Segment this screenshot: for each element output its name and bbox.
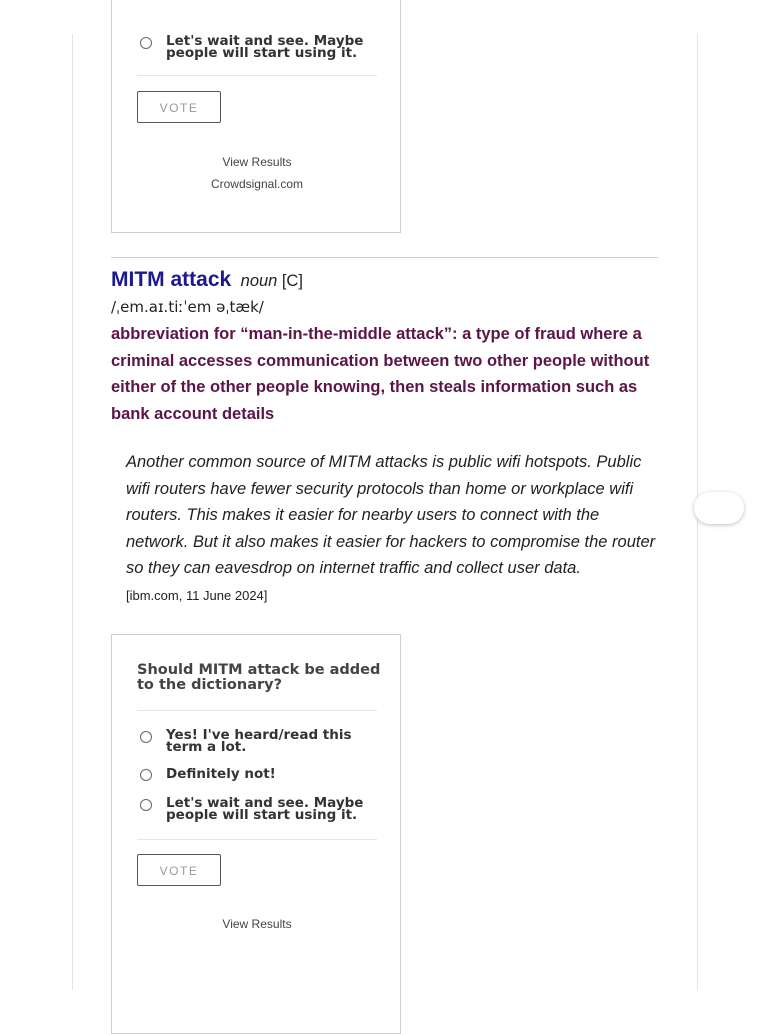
crowdsignal-link[interactable]: Crowdsignal.com — [210, 177, 304, 191]
poll-widget — [111, 634, 401, 1034]
grammar-code: [C] — [281, 272, 303, 290]
entry-header — [111, 268, 303, 292]
radio-button[interactable] — [140, 37, 152, 49]
radio-button[interactable] — [140, 731, 152, 743]
example-quote: Another common source of MITM attacks is public wifi hotspots. Public wifi routers have fewer security protocols than home or workplace wifi routers. This makes it easier for nearby users to connect with the network. But it also makes it easier for hackers to compromise the router so they can eavesdrop on internet traffic and collect user data. — [126, 453, 656, 577]
definition: abbreviation for “man-in-the-middle attack”: a type of fraud where a criminal accesses communication between two other people without either of the other people knowing, then steals information such as bank account details — [111, 325, 650, 423]
poll-divider — [137, 839, 377, 840]
content-frame-left-border — [72, 34, 73, 990]
poll-option-label: Yes! I've heard/read this term a lot. — [166, 727, 352, 755]
vote-button[interactable]: VOTE — [137, 91, 221, 123]
pronunciation: /ˌem.aɪ.tiːˈem əˌtæk/ — [111, 298, 264, 316]
poll-option-label: Let's wait and see. Maybe people will start using it. — [166, 33, 364, 61]
poll-widget-previous — [111, 0, 401, 233]
poll-divider — [137, 75, 377, 76]
headword: MITM attack — [111, 268, 232, 291]
poll-question: Should MITM attack be added to the dictionary? — [137, 662, 381, 693]
radio-button[interactable] — [140, 769, 152, 781]
radio-button[interactable] — [140, 799, 152, 811]
view-results-link[interactable]: View Results — [222, 917, 292, 931]
section-divider — [111, 257, 658, 258]
poll-option-label: Definitely not! — [166, 766, 276, 782]
part-of-speech: noun — [240, 272, 278, 290]
floating-side-tab[interactable] — [694, 492, 744, 524]
vote-button[interactable]: VOTE — [137, 854, 221, 886]
poll-option-label: Let's wait and see. Maybe people will start using it. — [166, 795, 364, 823]
example-citation: [ibm.com, 11 June 2024] — [126, 588, 268, 603]
poll-divider — [137, 710, 377, 711]
view-results-link[interactable]: View Results — [222, 155, 292, 169]
